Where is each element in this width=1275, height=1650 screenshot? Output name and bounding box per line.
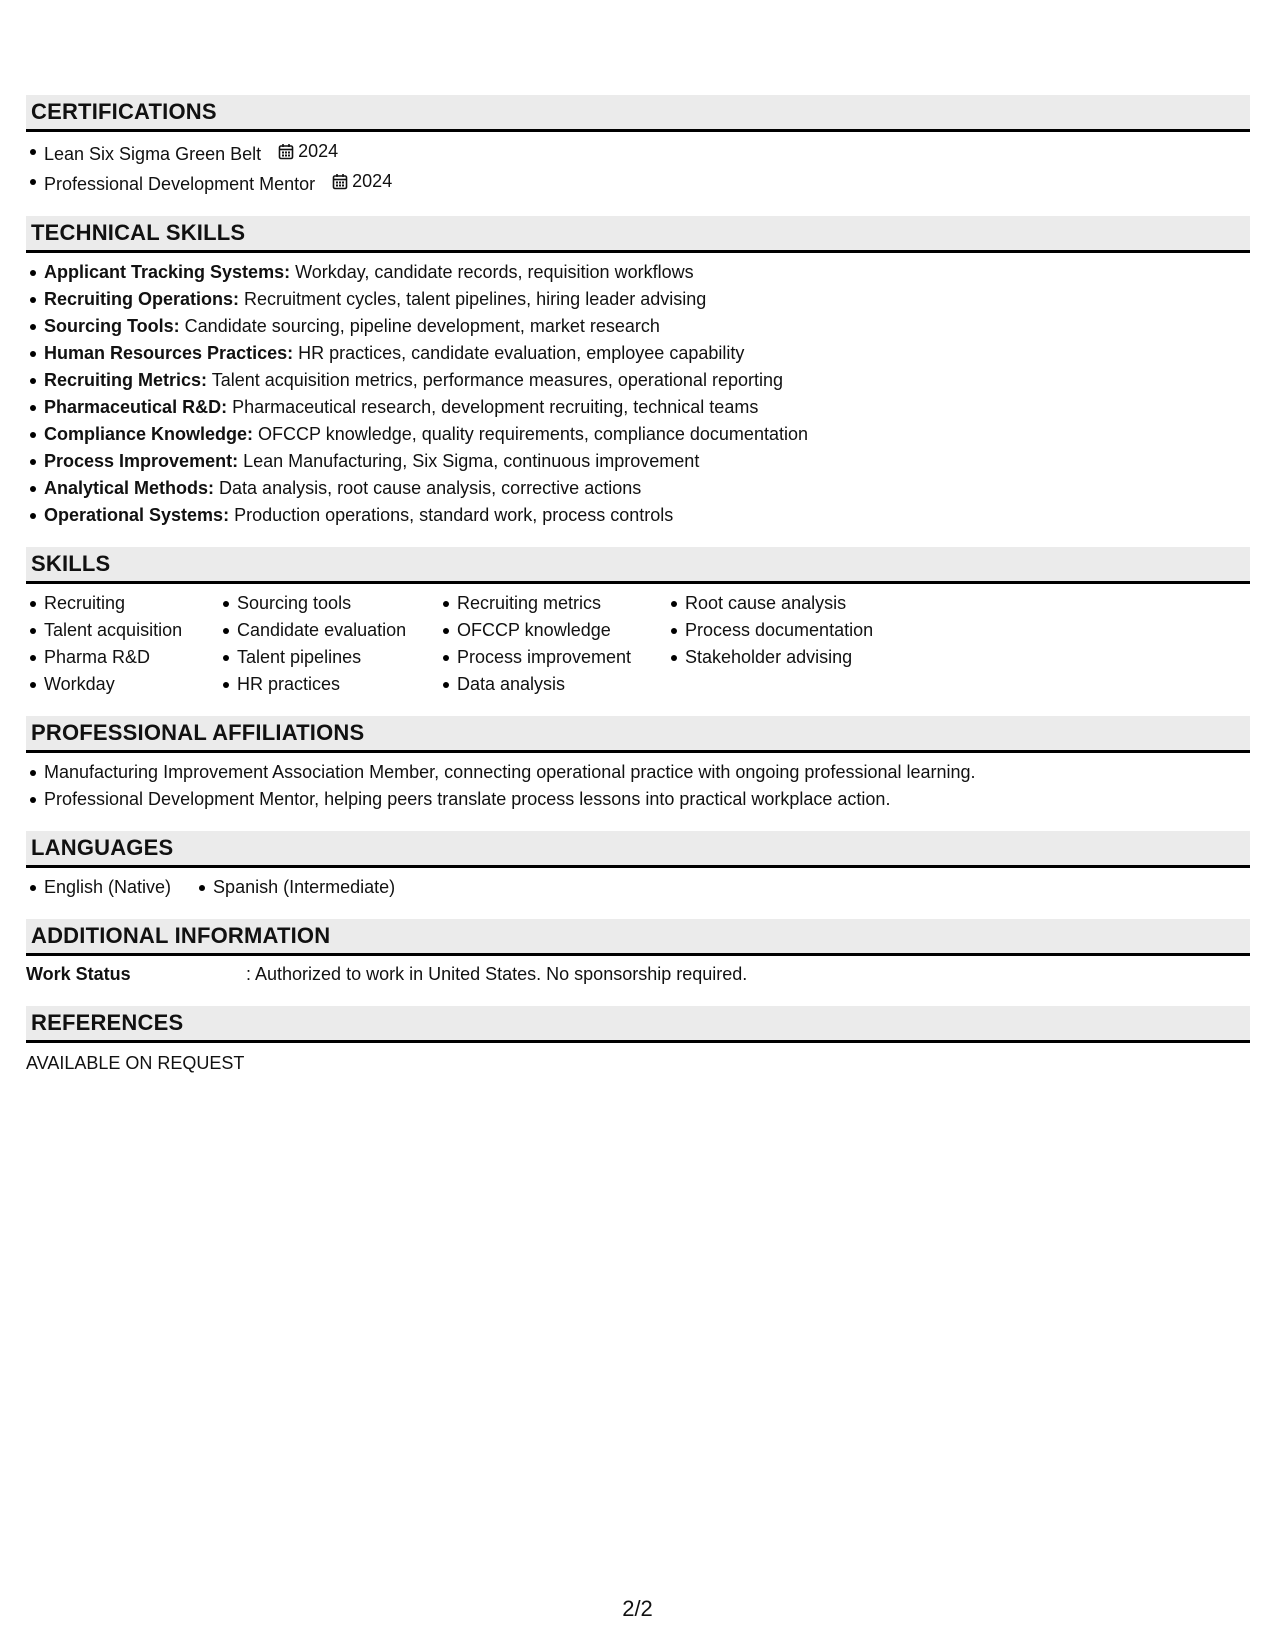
skill-item [667,590,927,617]
affiliations-list [26,759,1250,813]
technical-skill-label: Analytical Methods: [44,478,215,498]
skill-text: Stakeholder advising [685,647,853,667]
certification-name: Professional Development Mentor [44,174,316,194]
technical-skill-label: Human Resources Practices: [44,343,294,363]
skill-item [219,671,439,698]
bullet-icon [443,601,449,607]
skill-item [219,590,439,617]
bullet-icon [30,324,36,330]
skill-text: Recruiting [44,593,126,613]
technical-skill-item [26,367,1250,394]
certification-date [332,168,392,195]
skill-item [439,617,667,644]
section-title: SKILLS [31,551,111,576]
technical-skill-item [26,340,1250,367]
references-text: AVAILABLE ON REQUEST [26,1053,245,1073]
section-title: PROFESSIONAL AFFILIATIONS [31,720,365,745]
bullet-icon [30,797,36,803]
certifications-section [26,95,1250,198]
bullet-icon [30,459,36,465]
section-title: CERTIFICATIONS [31,99,217,124]
bullet-icon [671,628,677,634]
technical-skill-label: Sourcing Tools: [44,316,180,336]
section-title: LANGUAGES [31,835,174,860]
bullet-icon [30,601,36,607]
skill-text: Candidate evaluation [237,620,407,640]
bullet-icon [671,655,677,661]
certification-name: Lean Six Sigma Green Belt [44,144,262,164]
languages-header [26,831,1250,868]
skill-text: OFCCP knowledge [457,620,611,640]
affiliation-item [26,786,1250,813]
affiliation-item [26,759,1250,786]
skill-item [667,617,927,644]
skills-column [26,590,219,698]
technical-skill-text: Lean Manufacturing, Six Sigma, continuous improvement [238,451,700,471]
skill-text: Sourcing tools [237,593,352,613]
technical-skills-list [26,259,1250,529]
skill-text: Data analysis [457,674,566,694]
references-section [26,1006,1250,1077]
work-status-row [26,961,1250,988]
technical-skill-text: Recruitment cycles, talent pipelines, hiring leader advising [239,289,707,309]
bullet-icon [223,682,229,688]
skills-section [26,547,1250,698]
technical-skill-item [26,502,1250,529]
skill-item [439,590,667,617]
languages-section [26,831,1250,901]
bullet-icon [443,655,449,661]
resume-page [26,95,1250,1095]
skills-column [439,590,667,698]
skills-column [219,590,439,698]
technical-skill-text: Production operations, standard work, process controls [229,505,674,525]
page-number: 2/2 [622,1596,653,1621]
technical-skill-label: Applicant Tracking Systems: [44,262,291,282]
bullet-icon [30,149,36,155]
technical-skill-item [26,286,1250,313]
technical-skill-item [26,394,1250,421]
additional-info-section [26,919,1250,988]
bullet-icon [30,513,36,519]
skill-item [26,644,219,671]
skill-text: Process documentation [685,620,874,640]
bullet-icon [30,378,36,384]
technical-skill-text: Talent acquisition metrics, performance measures, operational reporting [207,370,783,390]
certifications-list [26,138,1250,198]
section-title: REFERENCES [31,1010,184,1035]
technical-skill-label: Process Improvement: [44,451,239,471]
bullet-icon [30,628,36,634]
technical-skill-text: Data analysis, root cause analysis, corrective actions [214,478,642,498]
technical-skill-label: Recruiting Metrics: [44,370,208,390]
technical-skill-text: Workday, candidate records, requisition workflows [290,262,694,282]
technical-skill-item [26,259,1250,286]
bullet-icon [223,601,229,607]
bullet-icon [199,885,205,891]
bullet-icon [30,297,36,303]
bullet-icon [30,405,36,411]
languages-list [26,874,1250,901]
skill-text: Pharma R&D [44,647,151,667]
affiliation-text: Professional Development Mentor, helping peers translate process lessons into practical workplace action. [44,789,891,809]
skill-item [439,671,667,698]
language-text: Spanish (Intermediate) [213,877,396,897]
certification-year: 2024 [352,171,393,191]
certification-date [278,138,338,165]
bullet-icon [30,179,36,185]
technical-skill-item [26,475,1250,502]
certification-item [26,138,1250,168]
skill-text: Talent pipelines [237,647,362,667]
bullet-icon [30,682,36,688]
affiliation-text: Manufacturing Improvement Association Member, connecting operational practice with ongoing professional learning. [44,762,976,782]
skills-column [667,590,927,698]
certifications-header [26,95,1250,132]
technical-skill-item [26,448,1250,475]
affiliations-header [26,716,1250,753]
bullet-icon [443,682,449,688]
bullet-icon [30,885,36,891]
skill-item [219,617,439,644]
section-title: ADDITIONAL INFORMATION [31,923,331,948]
bullet-icon [30,351,36,357]
certification-year: 2024 [298,141,339,161]
language-item [26,874,171,901]
technical-skill-text: Pharmaceutical research, development recruiting, technical teams [227,397,759,417]
skill-text: Workday [44,674,115,694]
skills-grid [26,590,1250,698]
language-item [195,874,395,901]
calendar-icon [332,173,348,190]
technical-skill-item [26,421,1250,448]
technical-skill-label: Compliance Knowledge: [44,424,254,444]
bullet-icon [30,655,36,661]
skill-item [667,644,927,671]
bullet-icon [30,486,36,492]
section-title: TECHNICAL SKILLS [31,220,246,245]
skill-text: HR practices [237,674,341,694]
bullet-icon [671,601,677,607]
skill-text: Process improvement [457,647,632,667]
calendar-icon [278,143,294,160]
technical-skill-label: Operational Systems: [44,505,230,525]
technical-skill-text: HR practices, candidate evaluation, employee capability [293,343,745,363]
bullet-icon [30,270,36,276]
technical-skill-item [26,313,1250,340]
skill-text: Recruiting metrics [457,593,602,613]
work-status-value: : Authorized to work in United States. No sponsorship required. [246,964,748,984]
skill-item [219,644,439,671]
technical-skill-text: OFCCP knowledge, quality requirements, compliance documentation [253,424,808,444]
skill-text: Root cause analysis [685,593,847,613]
technical-skills-header [26,216,1250,253]
bullet-icon [30,770,36,776]
bullet-icon [443,628,449,634]
skill-item [26,617,219,644]
skill-item [26,671,219,698]
language-text: English (Native) [44,877,172,897]
technical-skill-label: Pharmaceutical R&D: [44,397,228,417]
bullet-icon [223,655,229,661]
references-header [26,1006,1250,1043]
skill-text: Talent acquisition [44,620,183,640]
technical-skill-text: Candidate sourcing, pipeline development, market research [179,316,660,336]
skill-item [439,644,667,671]
work-status-label: Work Status [26,964,131,984]
additional-info-header [26,919,1250,956]
affiliations-section [26,716,1250,813]
skill-item [26,590,219,617]
bullet-icon [223,628,229,634]
bullet-icon [30,432,36,438]
technical-skills-section [26,216,1250,529]
technical-skill-label: Recruiting Operations: [44,289,240,309]
certification-item [26,168,1250,198]
skills-header [26,547,1250,584]
